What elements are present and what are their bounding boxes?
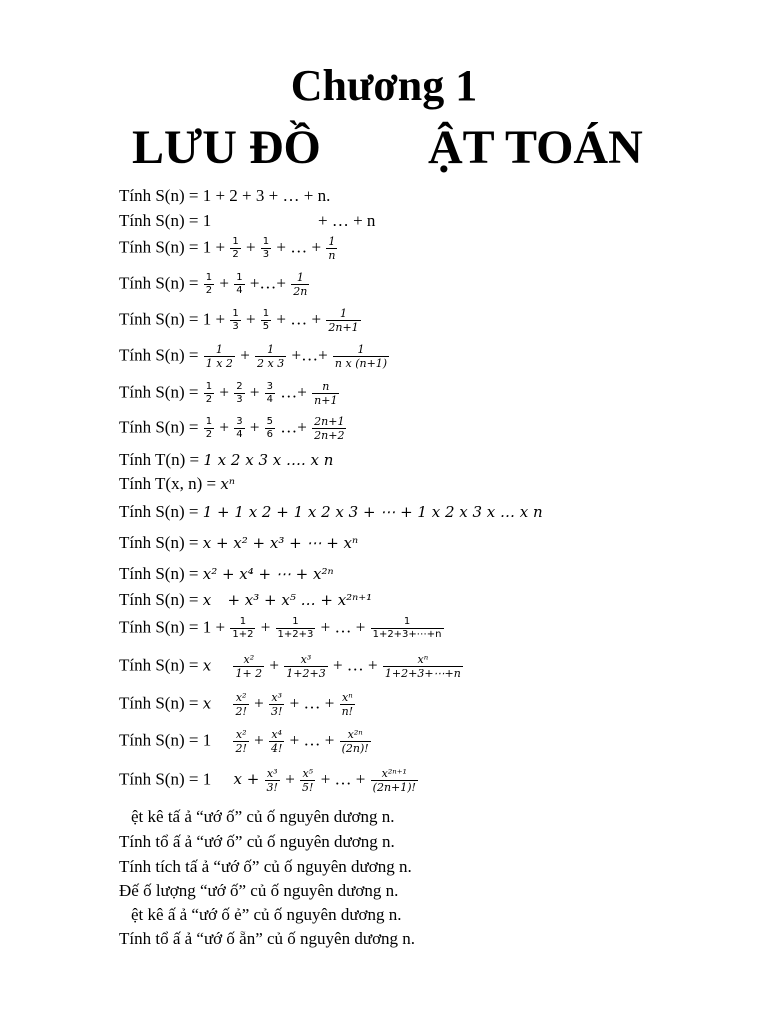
fraction [234, 417, 244, 440]
denominator: 1+ 2 [235, 667, 263, 680]
fraction [204, 344, 235, 369]
fraction [312, 381, 339, 406]
expression: 1 + 1 x 2 + 1 x 2 x 3 + ⋯ + 1 x 2 x 3 x … x n [202, 503, 543, 521]
operator: + [254, 693, 264, 713]
term: 1 [202, 730, 212, 750]
fraction [371, 617, 444, 640]
exercise-line [119, 533, 358, 553]
operator: + [269, 655, 280, 675]
numerator: 1 [326, 236, 337, 249]
exercise-line [119, 768, 419, 793]
prefix: Tính S(n) = [119, 237, 203, 257]
operator: + [260, 617, 271, 637]
operator: + [285, 769, 295, 789]
numerator: 1 [205, 272, 213, 283]
fraction [230, 309, 240, 332]
fraction [291, 272, 309, 297]
numerator: x³ [269, 692, 284, 705]
title-left: LƯU ĐỒ [132, 121, 321, 174]
denominator: 3 [232, 321, 239, 332]
denominator: 4 [236, 429, 243, 440]
fraction [340, 729, 371, 754]
numerator: 1 [276, 617, 316, 629]
fraction [265, 382, 275, 405]
numerator: 1 [326, 308, 360, 321]
chapter-heading: Chương 1 [290, 61, 478, 110]
denominator: 4! [271, 742, 283, 755]
denominator: 3! [270, 705, 283, 718]
denominator: 1+2+3 [286, 667, 326, 680]
numerator: 1 [291, 272, 309, 285]
operator: + [245, 237, 256, 257]
operator: …+ [280, 382, 307, 402]
exercise-line [119, 654, 464, 679]
operator: + [254, 730, 264, 750]
prefix: Tính S(n) = [119, 655, 203, 675]
operator: + … + [332, 655, 378, 675]
exercise-line [119, 211, 376, 231]
prefix: Tính S(n) = [119, 533, 203, 552]
exercise-line [119, 344, 390, 369]
numerator: x² [233, 692, 248, 705]
denominator: 1 x 2 [205, 357, 233, 370]
fraction [255, 344, 286, 369]
denominator: 2! [235, 742, 247, 755]
denominator: 3 [236, 394, 243, 405]
prefix: Tính S(n) = [119, 345, 203, 365]
term: 1 + [202, 237, 226, 257]
fraction [261, 309, 271, 332]
operator: + … + [320, 769, 366, 789]
prefix: Tính T(x, n) = [119, 474, 221, 493]
operator: +…+ [291, 345, 328, 365]
exercise-line [119, 308, 362, 333]
operator: + … + [289, 693, 335, 713]
title-right: ẬT TOÁN [428, 121, 643, 174]
fraction [312, 416, 346, 441]
numerator: 1 [236, 272, 243, 283]
denominator: (2n+1)! [372, 781, 416, 794]
fraction [234, 382, 244, 405]
exercise-line [119, 236, 338, 261]
numerator: 1 [204, 344, 235, 357]
numerator: 1 [230, 617, 255, 629]
fraction [233, 692, 248, 717]
fraction [204, 382, 214, 405]
operator: + … + [289, 730, 335, 750]
numerator: 1 [262, 308, 270, 319]
operator: + [245, 309, 256, 329]
fraction [326, 308, 360, 333]
expression: x [202, 656, 212, 675]
numerator: 2 [236, 381, 243, 392]
denominator: 1+2 [232, 629, 254, 640]
fraction [233, 729, 248, 754]
numerator: xⁿ [340, 692, 356, 705]
denominator: 2n+1 [328, 321, 359, 334]
denominator: n+1 [314, 394, 338, 407]
footer-line: ệt kê tấ ả “ướ ố” củ ố nguyên dương n. [131, 807, 395, 826]
fraction [284, 654, 327, 679]
operator: + [219, 273, 229, 293]
footer-line: Tính tổ ấ ả “ướ ố ẵn” củ ố nguyên dương n. [119, 929, 416, 948]
fraction [265, 768, 280, 793]
exercise-line [119, 272, 310, 297]
operator: + [249, 417, 260, 437]
operator: + [219, 417, 229, 437]
footer-line: Tính tổ ấ ả “ướ ố” củ ố nguyên dương n. [119, 832, 395, 851]
numerator: x² [233, 654, 264, 667]
line-text: + … + n [318, 211, 376, 230]
prefix: Tính S(n) = [119, 417, 203, 437]
expression: xⁿ [220, 475, 235, 493]
denominator: 1+2+3+⋯+n [372, 629, 442, 640]
exercise-line [119, 502, 543, 522]
expression: x [202, 694, 212, 713]
prefix: Tính S(n) = [119, 564, 203, 583]
prefix: Tính S(n) = [119, 309, 203, 329]
exercise-line [119, 416, 347, 441]
fraction [230, 237, 240, 260]
fraction [371, 768, 418, 793]
numerator: x⁴ [269, 729, 284, 742]
fraction [233, 654, 264, 679]
denominator: 5 [262, 321, 270, 332]
footer-line: ệt kê ấ ả “ướ ố ẻ” củ ố nguyên dương n. [131, 905, 402, 924]
expression: x + x² + x³ + ⋯ + xⁿ [202, 534, 359, 552]
fraction [326, 236, 337, 261]
fraction [265, 417, 275, 440]
numerator: x² [233, 729, 248, 742]
prefix: Tính S(n) = [119, 502, 203, 521]
denominator: 2 x 3 [257, 357, 285, 370]
numerator: 2n+1 [314, 415, 345, 428]
denominator: 4 [266, 394, 274, 405]
fraction [261, 237, 271, 260]
expression: 1 x 2 x 3 x …. x n [203, 451, 334, 469]
prefix: Tính S(n) = [119, 273, 203, 293]
denominator: n! [341, 705, 354, 718]
denominator: n [328, 249, 336, 262]
fraction [340, 692, 356, 717]
operator: + … + [276, 309, 322, 329]
line-text: Tính S(n) = 1 [119, 211, 212, 230]
exercise-line [119, 617, 445, 640]
prefix: Tính S(n) = [119, 617, 203, 637]
term: 1 + [202, 617, 226, 637]
numerator: 1 [205, 381, 213, 392]
fraction [269, 692, 284, 717]
fraction [276, 617, 316, 640]
denominator: 2 [205, 394, 213, 405]
prefix: Tính S(n) = [119, 769, 203, 789]
denominator: 2 [205, 429, 213, 440]
expression: x² + x⁴ + ⋯ + x²ⁿ [202, 565, 334, 583]
exercise-line: Tính S(n) = 1 + 2 + 3 + … + n. [119, 186, 331, 205]
denominator: 6 [266, 429, 274, 440]
numerator: 1 [232, 236, 239, 247]
exercise-line [119, 590, 372, 610]
exercise-line [119, 474, 235, 494]
numerator: x³ [265, 768, 280, 781]
operator: + [219, 382, 229, 402]
numerator: x⁵ [300, 768, 315, 781]
denominator: 2! [235, 705, 247, 718]
operator: + … + [320, 617, 366, 637]
denominator: 2n [293, 285, 308, 298]
fraction [383, 654, 463, 679]
numerator: 1 [232, 308, 239, 319]
fraction [300, 768, 315, 793]
denominator: 3 [262, 249, 270, 260]
numerator: x³ [284, 654, 327, 667]
denominator: 4 [236, 285, 243, 296]
prefix: Tính T(n) = [119, 450, 204, 469]
fraction [230, 617, 255, 640]
denominator: 1+2+3 [277, 629, 314, 640]
numerator: 1 [262, 236, 270, 247]
operator: + [249, 382, 260, 402]
exercise-line [119, 381, 340, 406]
term: 1 [202, 769, 212, 789]
denominator: n x (n+1) [334, 357, 388, 370]
expression: x [202, 591, 212, 609]
prefix: Tính S(n) = [119, 693, 203, 713]
fraction [204, 273, 214, 296]
numerator: n [312, 381, 339, 394]
denominator: 5! [302, 781, 314, 794]
operator: +…+ [249, 273, 287, 293]
exercise-line [119, 729, 372, 754]
denominator: 1+2+3+⋯+n [384, 667, 461, 680]
operator: …+ [280, 417, 307, 437]
denominator: 2 [205, 285, 213, 296]
numerator: 3 [236, 416, 243, 427]
denominator: 2 [232, 249, 239, 260]
denominator: 2n+2 [314, 429, 345, 442]
footer-line: Đế ố lượng “ướ ố” củ ố nguyên dương n. [119, 881, 399, 900]
operator: + [240, 345, 250, 365]
numerator: 5 [266, 416, 274, 427]
fraction [269, 729, 284, 754]
exercise-line [119, 564, 334, 584]
numerator: x²ⁿ [340, 729, 371, 742]
exercise-line [119, 450, 333, 470]
numerator: 1 [255, 344, 286, 357]
denominator: (2n)! [341, 742, 369, 755]
fraction [204, 417, 214, 440]
numerator: 3 [266, 381, 274, 392]
denominator: 3! [266, 781, 278, 794]
term: 1 + [202, 309, 226, 329]
numerator: x²ⁿ⁺¹ [371, 768, 418, 781]
numerator: 1 [205, 416, 213, 427]
numerator: 1 [371, 617, 444, 629]
prefix: Tính S(n) = [119, 382, 203, 402]
prefix: Tính S(n) = [119, 590, 203, 609]
numerator: xⁿ [383, 654, 463, 667]
prefix: Tính S(n) = [119, 730, 203, 750]
expression: x + [233, 770, 260, 789]
exercise-line [119, 692, 356, 717]
footer-line: Tính tích tấ ả “ướ ố” củ ố nguyên dương n. [119, 857, 412, 876]
expression: + x³ + x⁵ … + x²ⁿ⁺¹ [227, 591, 373, 609]
operator: + … + [276, 237, 322, 257]
fraction [234, 273, 244, 296]
fraction [333, 344, 389, 369]
numerator: 1 [333, 344, 389, 357]
